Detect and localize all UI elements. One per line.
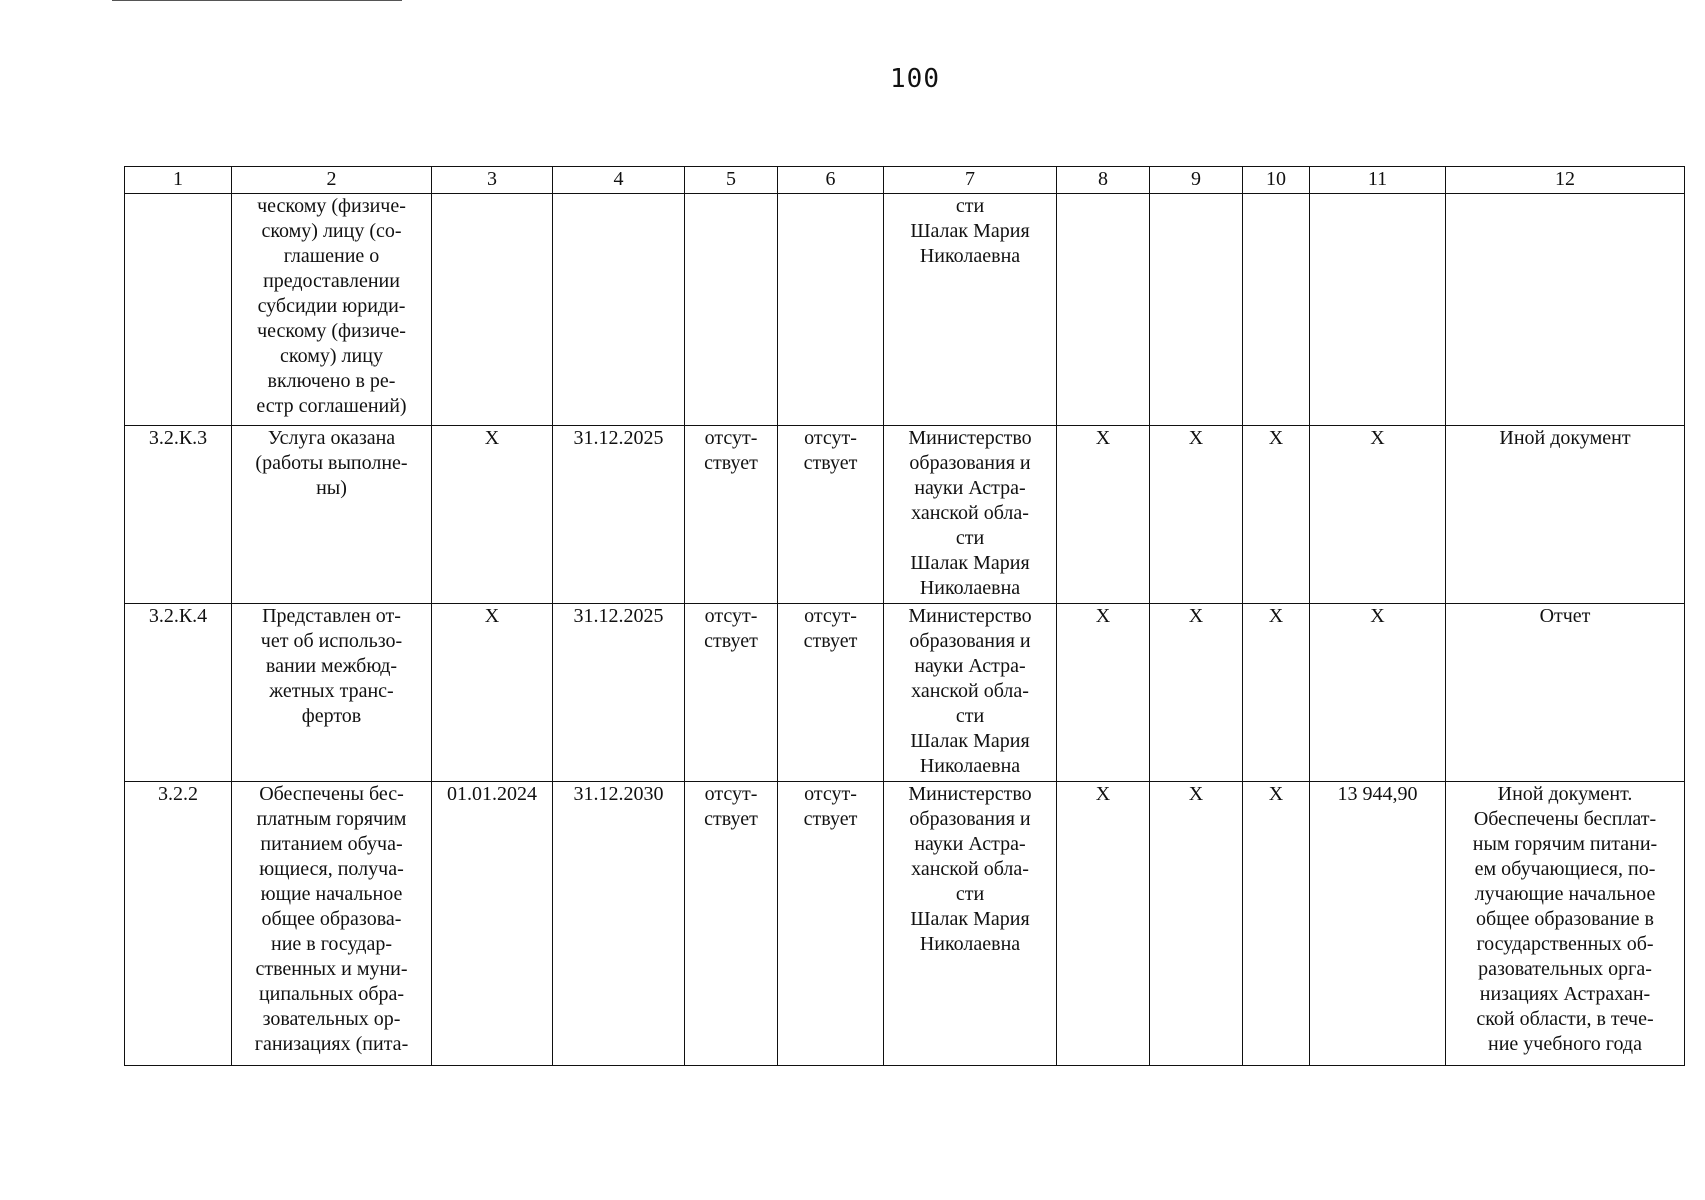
cell-document	[1446, 194, 1685, 426]
cell-description: Представлен от- чет об использо- вании межбюд- жетных транс- фертов	[232, 604, 432, 782]
cell-document: Отчет	[1446, 604, 1685, 782]
cell-number	[125, 194, 232, 426]
column-header: 3	[432, 167, 553, 194]
cell-number: 3.2.К.3	[125, 426, 232, 604]
cell-col10: Х	[1243, 426, 1310, 604]
column-header: 5	[685, 167, 778, 194]
cell-col8: Х	[1057, 782, 1150, 1066]
cell-col10: Х	[1243, 782, 1310, 1066]
cell-col9: Х	[1150, 782, 1243, 1066]
cell-responsible: Министерство образования и науки Астра- ханской обла- сти Шалак Мария Николаевна	[884, 604, 1057, 782]
page-number: 100	[890, 64, 940, 94]
cell-description: ческому (физиче- скому) лицу (со- глашение о предоставлении субсидии юриди- ческому (физиче- скому) лицу включено в ре- естр соглашений)	[232, 194, 432, 426]
cell-col9: Х	[1150, 604, 1243, 782]
cell-col10	[1243, 194, 1310, 426]
cell-responsible: сти Шалак Мария Николаевна	[884, 194, 1057, 426]
cell-col6	[778, 194, 884, 426]
column-header: 1	[125, 167, 232, 194]
cell-col5: отсут- ствует	[685, 782, 778, 1066]
cell-document: Иной документ	[1446, 426, 1685, 604]
cell-end-date: 31.12.2025	[553, 426, 685, 604]
cell-col9: Х	[1150, 426, 1243, 604]
cell-col6: отсут- ствует	[778, 782, 884, 1066]
cell-start-date: Х	[432, 426, 553, 604]
table-row	[125, 194, 1685, 426]
column-header: 11	[1310, 167, 1446, 194]
plan-table	[124, 166, 1685, 1066]
cell-document: Иной документ. Обеспечены бесплат- ным горячим питани- ем обучающиеся, по- лучающие начальное общее образование в государственных об- разовательных орга- низациях Астрахан- ской области, в тече- ние учебного года	[1446, 782, 1685, 1066]
column-header: 2	[232, 167, 432, 194]
cell-start-date: 01.01.2024	[432, 782, 553, 1066]
column-header: 6	[778, 167, 884, 194]
cell-amount	[1310, 194, 1446, 426]
cell-description: Обеспечены бес- платным горячим питанием обуча- ющиеся, получа- ющие начальное общее образова- ние в государ- ственных и муни- ципальных обра- зовательных ор- ганизациях (пита-	[232, 782, 432, 1066]
column-header: 9	[1150, 167, 1243, 194]
cell-number: 3.2.К.4	[125, 604, 232, 782]
cell-number: 3.2.2	[125, 782, 232, 1066]
cell-amount: 13 944,90	[1310, 782, 1446, 1066]
column-header: 12	[1446, 167, 1685, 194]
table-row	[125, 426, 1685, 604]
column-header: 8	[1057, 167, 1150, 194]
cell-end-date: 31.12.2025	[553, 604, 685, 782]
cell-col5: отсут- ствует	[685, 426, 778, 604]
cell-col8: Х	[1057, 426, 1150, 604]
cell-col8	[1057, 194, 1150, 426]
cell-end-date: 31.12.2030	[553, 782, 685, 1066]
top-rule-line	[112, 0, 402, 3]
cell-col8: Х	[1057, 604, 1150, 782]
cell-col6: отсут- ствует	[778, 426, 884, 604]
cell-col5: отсут- ствует	[685, 604, 778, 782]
cell-col10: Х	[1243, 604, 1310, 782]
column-header: 10	[1243, 167, 1310, 194]
column-header: 4	[553, 167, 685, 194]
cell-amount: Х	[1310, 426, 1446, 604]
cell-start-date	[432, 194, 553, 426]
table-row	[125, 604, 1685, 782]
cell-end-date	[553, 194, 685, 426]
table-row	[125, 782, 1685, 1066]
cell-col5	[685, 194, 778, 426]
cell-description: Услуга оказана (работы выполне- ны)	[232, 426, 432, 604]
cell-responsible: Министерство образования и науки Астра- ханской обла- сти Шалак Мария Николаевна	[884, 426, 1057, 604]
cell-amount: Х	[1310, 604, 1446, 782]
cell-start-date: Х	[432, 604, 553, 782]
cell-col9	[1150, 194, 1243, 426]
header-row	[125, 167, 1685, 194]
column-header: 7	[884, 167, 1057, 194]
cell-responsible: Министерство образования и науки Астра- ханской обла- сти Шалак Мария Николаевна	[884, 782, 1057, 1066]
cell-col6: отсут- ствует	[778, 604, 884, 782]
